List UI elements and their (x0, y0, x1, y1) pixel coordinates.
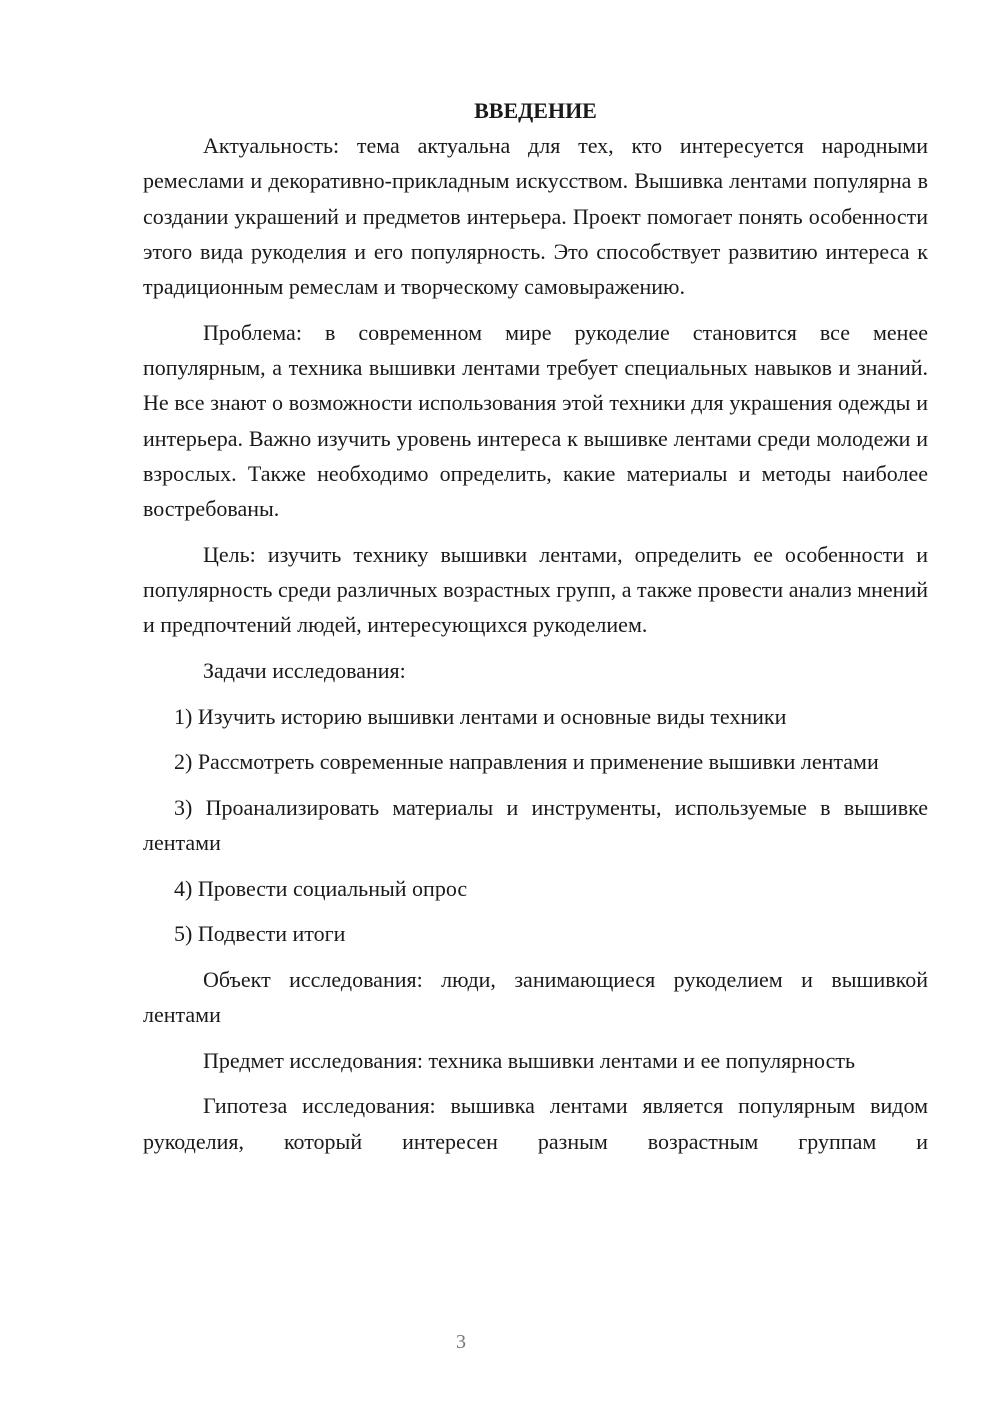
paragraph-subject: Предмет исследования: техника вышивки лентами и ее популярность (203, 1047, 856, 1073)
section-title: ВВЕДЕНИЕ (474, 98, 597, 123)
paragraph-relevance: Актуальность: тема актуальна для тех, кто интересуется народными ремеслами и декоративно-прикладным искусством. Вышивка лентами популярна в создании украшений и предметов интерьера. Проект помогает понять особенности этого вида рукоделия и его популярность. Это способствует развитию интереса к традиционным ремеслам и творческому самовыражению. (143, 133, 928, 300)
paragraph-hypothesis: Гипотеза исследования: вышивка лентами является популярным видом рукоделия, который интересен разным возрастным группам и (143, 1093, 928, 1154)
task-item-1: 1) Изучить историю вышивки лентами и основные виды техники (174, 703, 787, 729)
paragraph-problem: Проблема: в современном мире рукоделие становится все менее популярным, а техника вышивки лентами требует специальных навыков и знаний. Не все знают о возможности использования этой техники для украшения одежды и интерьера. Важно изучить уровень интереса к вышивке лентами среди молодежи и взрослых. Также необходимо определить, какие материалы и методы наиболее востребованы. (143, 319, 928, 522)
paragraph-tasks-heading: Задачи исследования: (203, 658, 406, 684)
task-item-3: 3) Проанализировать материалы и инструменты, используемые в вышивке лентами (143, 794, 928, 856)
task-item-4: 4) Провести социальный опрос (174, 875, 468, 901)
paragraph-object: Объект исследования: люди, занимающиеся рукоделием и вышивкой лентами (143, 966, 928, 1028)
task-item-2: 2) Рассмотреть современные направления и применение вышивки лентами (174, 749, 879, 775)
task-item-5: 5) Подвести итоги (174, 921, 346, 947)
document-body (143, 93, 928, 1169)
paragraph-goal: Цель: изучить технику вышивки лентами, определить ее особенности и популярность среди различных возрастных групп, а также провести анализ мнений и предпочтений людей, интересующихся рукоделием. (143, 541, 928, 638)
page-number: 3 (456, 1331, 466, 1353)
